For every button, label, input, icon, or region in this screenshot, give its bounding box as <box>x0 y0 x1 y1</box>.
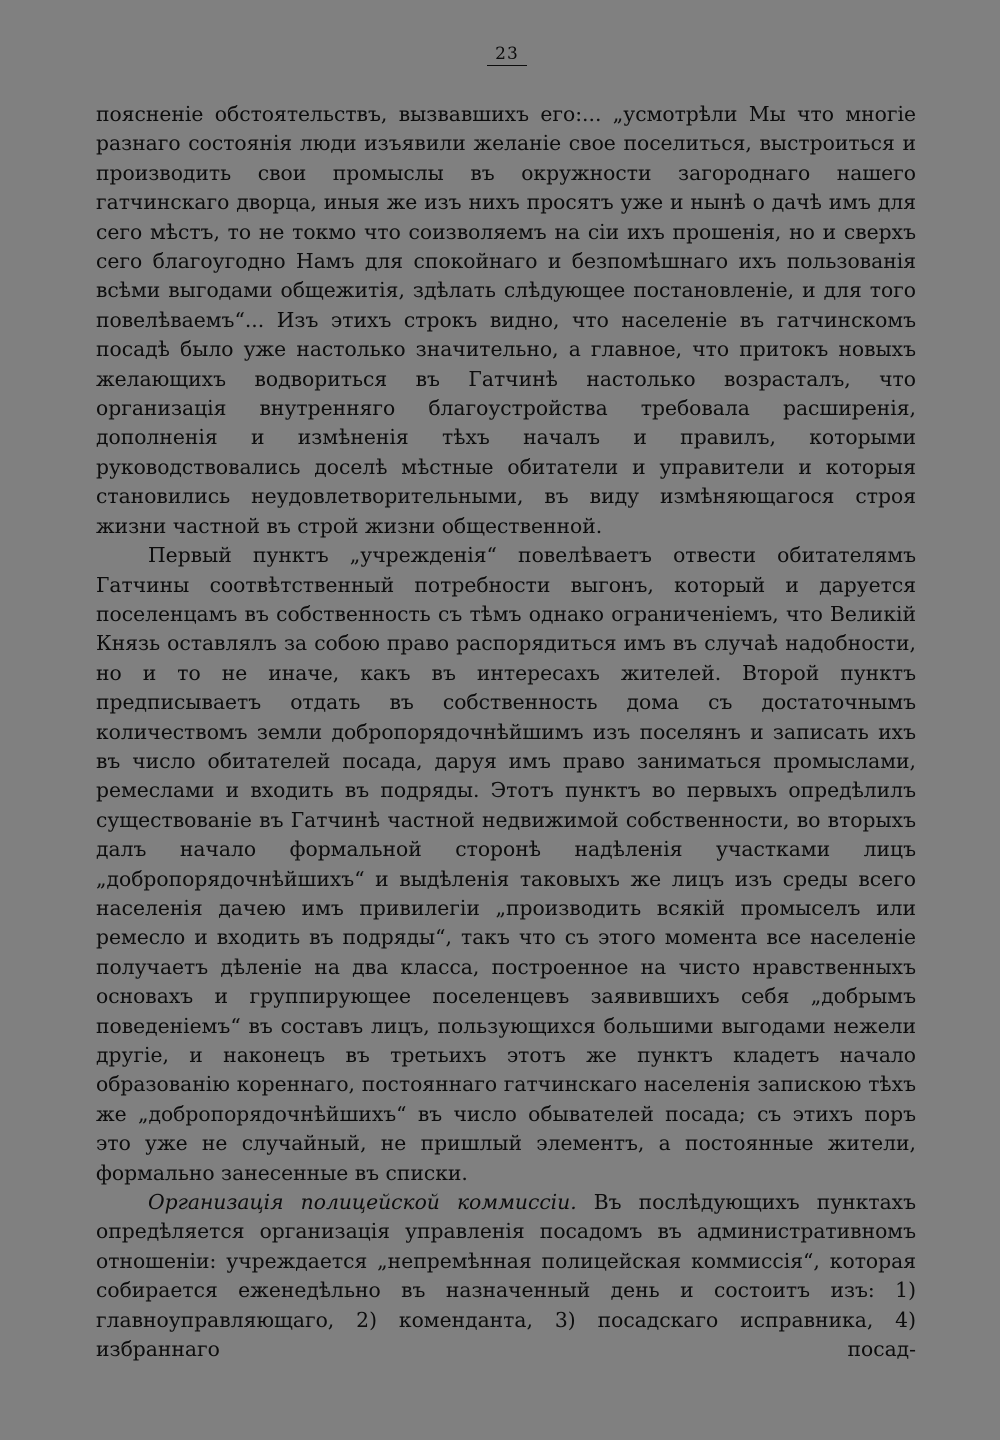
paragraph-1: поясненіе обстоятельствъ, вызвавшихъ его:... „усмотрѣли Мы что многіе разнаго состоянія люди изъявили желаніе свое поселиться, выстроиться и производить свои промыслы въ окружности загороднаго нашего гатчинскаго дворца, иныя же изъ нихъ просятъ уже и нынѣ о дачѣ имъ для сего мѣстъ, то не токмо что соизволяемъ на сіи ихъ прошенія, но и сверхъ сего благоугодно Намъ для спокойнаго и безпомѣшнаго ихъ пользованія всѣми выгодами общежитія, здѣлать слѣдующее постановленіе, и для того повелѣваемъ“... Изъ этихъ строкъ видно, что населеніе въ гатчинскомъ посадѣ было уже настолько значительно, а главное, что притокъ новыхъ желающихъ водвориться въ Гатчинѣ настолько возрасталъ, что организація внутренняго благоустройства требовала расширенія, дополненія и измѣненія тѣхъ началъ и правилъ, которыми руководствовались доселѣ мѣстные обитатели и управители и которыя становились неудовлетворительными, въ виду измѣняющагося строя жизни частной въ строй жизни общественной. <box>96 102 916 538</box>
page-number <box>0 44 1000 66</box>
paragraph-2: Первый пунктъ „учрежденія“ повелѣваетъ отвести обитателямъ Гатчины соотвѣтственный потребности выгонъ, который и даруется поселенцамъ въ собственность съ тѣмъ однако ограниченіемъ, что Великій Князь оставлялъ за собою право распорядиться имъ въ случаѣ надобности, но и то не иначе, какъ въ интересахъ жителей. Второй пунктъ предписываетъ отдать въ собственность дома съ достаточнымъ количествомъ земли добропорядочнѣйшимъ изъ поселянъ и записать ихъ въ число обитателей посада, даруя имъ право заниматься промыслами, ремеслами и входить въ подряды. Этотъ пунктъ во первыхъ опредѣлилъ существованіе въ Гатчинѣ частной недвижимой собственности, во вторыхъ далъ начало формальной сторонѣ надѣленія участками лицъ „добропорядочнѣйшихъ“ и выдѣленія таковыхъ же лицъ изъ среды всего населенія дачею имъ привилегіи „производить всякій промыселъ или ремесло и входить въ подряды“, такъ что съ этого момента все населеніе получаетъ дѣленіе на два класса, построенное на чисто нравственныхъ основахъ и группирующее поселенцевъ заявившихъ себя „добрымъ поведеніемъ“ въ составъ лицъ, пользующихся большими выгодами нежели другіе, и наконецъ въ третьихъ этотъ же пунктъ кладетъ начало образованію кореннаго, постояннаго гатчинскаго населенія запискою тѣхъ же „добропорядочнѣйшихъ“ въ число обывателей посада; съ этихъ поръ это уже не случайный, не пришлый элементъ, а постоянные жители, формально занесенные въ списки. <box>96 543 916 1185</box>
paragraph-3-body: Въ послѣдующихъ пунктахъ опредѣляется организація управленія посадомъ въ административномъ отношеніи: учреждается „непремѣнная полицейская коммиссія“, которая собирается еженедѣльно въ назначенный день и состоитъ изъ: 1) главноуправляющаго, 2) коменданта, 3) посадскаго исправника, 4) избраннаго посад- <box>96 1190 917 1362</box>
section-heading-police-commission: Организація полицейской коммиссіи. <box>148 1190 577 1215</box>
body-text <box>96 100 916 1364</box>
paragraph-3 <box>96 1188 916 1364</box>
page-number-text: 23 <box>487 44 527 66</box>
